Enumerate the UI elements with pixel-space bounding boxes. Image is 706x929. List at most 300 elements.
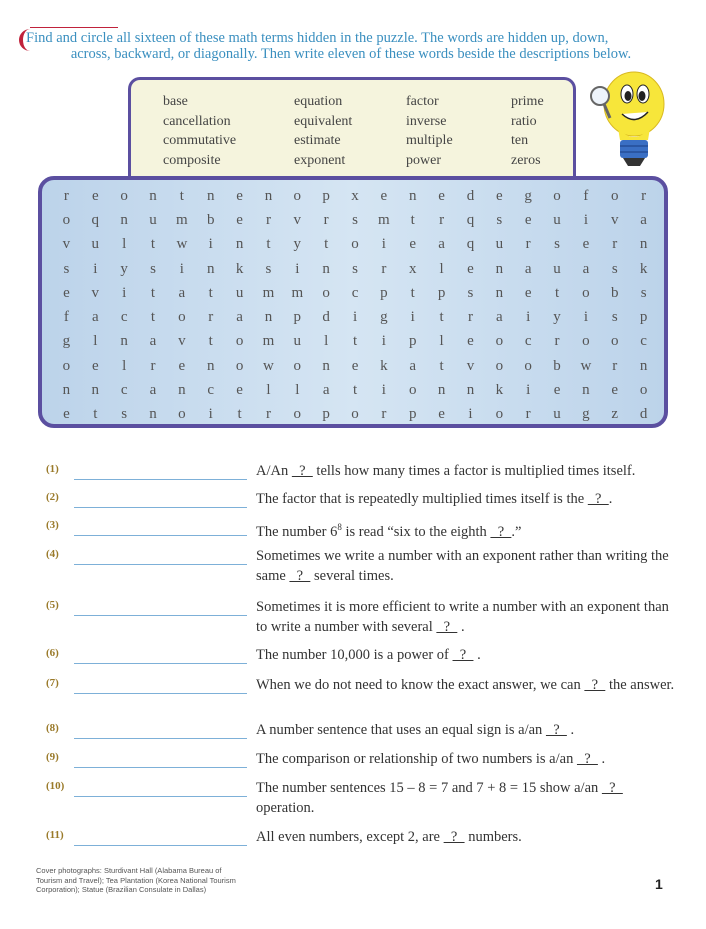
- exponent-superscript: 8: [337, 522, 342, 532]
- puzzle-letter[interactable]: d: [639, 406, 648, 423]
- puzzle-letter[interactable]: u: [553, 211, 561, 228]
- puzzle-letter[interactable]: m: [262, 284, 275, 301]
- puzzle-letter[interactable]: r: [612, 236, 618, 253]
- puzzle-letter[interactable]: o: [553, 187, 561, 204]
- puzzle-letter[interactable]: t: [150, 284, 156, 301]
- word-bank-term: inverse: [406, 113, 447, 129]
- puzzle-letter[interactable]: n: [62, 382, 71, 399]
- puzzle-row: [52, 354, 658, 378]
- puzzle-letter[interactable]: e: [524, 284, 532, 301]
- word-bank-column-2: [294, 92, 352, 170]
- answer-line[interactable]: [74, 507, 247, 508]
- puzzle-letter[interactable]: y: [120, 260, 128, 277]
- puzzle-letter[interactable]: n: [495, 260, 504, 277]
- puzzle-letter[interactable]: a: [495, 309, 503, 326]
- word-bank-term: estimate: [294, 133, 341, 148]
- puzzle-letter[interactable]: l: [122, 357, 127, 374]
- puzzle-letter[interactable]: u: [149, 211, 157, 228]
- puzzle-letter[interactable]: v: [611, 211, 619, 228]
- question-text-part: .: [473, 647, 481, 663]
- puzzle-letter[interactable]: m: [378, 211, 390, 228]
- puzzle-letter[interactable]: o: [235, 357, 244, 374]
- puzzle-letter[interactable]: i: [468, 406, 473, 423]
- question-number: (10): [46, 780, 65, 792]
- puzzle-letter[interactable]: i: [122, 284, 127, 301]
- word-bank-column-1: [163, 92, 236, 170]
- puzzle-row: [52, 281, 658, 305]
- puzzle-letter[interactable]: e: [63, 284, 70, 301]
- puzzle-letter[interactable]: e: [178, 357, 186, 374]
- puzzle-letter[interactable]: e: [438, 406, 445, 423]
- answer-line[interactable]: [74, 663, 247, 664]
- puzzle-letter[interactable]: i: [208, 406, 213, 423]
- puzzle-letter[interactable]: z: [611, 406, 619, 423]
- puzzle-letter[interactable]: t: [410, 211, 415, 228]
- puzzle-letter[interactable]: u: [293, 333, 302, 350]
- question-text: [256, 547, 676, 586]
- puzzle-letter[interactable]: i: [93, 260, 98, 277]
- puzzle-letter[interactable]: n: [408, 187, 417, 204]
- puzzle-letter[interactable]: r: [265, 211, 271, 228]
- puzzle-letter[interactable]: l: [324, 333, 329, 350]
- puzzle-letter[interactable]: r: [265, 406, 271, 423]
- puzzle-letter[interactable]: y: [293, 236, 302, 253]
- question-text-part: .: [566, 722, 575, 738]
- puzzle-letter[interactable]: a: [438, 236, 445, 253]
- answer-line[interactable]: [74, 615, 247, 616]
- puzzle-letter[interactable]: g: [582, 406, 590, 423]
- question-text: [256, 750, 676, 770]
- puzzle-letter[interactable]: e: [438, 187, 445, 204]
- puzzle-letter[interactable]: r: [439, 211, 445, 228]
- puzzle-letter[interactable]: r: [63, 187, 69, 204]
- word-search-puzzle: [38, 176, 668, 428]
- puzzle-letter[interactable]: p: [293, 309, 302, 326]
- puzzle-letter[interactable]: f: [63, 309, 69, 326]
- puzzle-letter[interactable]: t: [93, 406, 98, 423]
- puzzle-letter[interactable]: k: [639, 260, 648, 277]
- puzzle-letter[interactable]: a: [91, 309, 99, 326]
- puzzle-letter[interactable]: n: [264, 187, 273, 204]
- puzzle-letter[interactable]: o: [322, 284, 330, 301]
- question-number: (9): [46, 751, 59, 763]
- puzzle-letter[interactable]: r: [150, 357, 156, 374]
- puzzle-letter[interactable]: a: [582, 260, 590, 277]
- puzzle-letter[interactable]: t: [352, 333, 358, 350]
- puzzle-letter[interactable]: o: [293, 187, 302, 204]
- puzzle-letter[interactable]: t: [324, 236, 329, 253]
- question-text: [256, 490, 676, 510]
- puzzle-letter[interactable]: c: [640, 333, 647, 350]
- puzzle-letter[interactable]: r: [467, 309, 473, 326]
- puzzle-row: [52, 305, 658, 329]
- puzzle-letter[interactable]: s: [63, 260, 70, 277]
- word-bank-term: equivalent: [294, 113, 353, 129]
- answer-blank: ?: [545, 722, 567, 738]
- puzzle-letter[interactable]: n: [206, 260, 215, 277]
- answer-blank: ?: [452, 647, 474, 663]
- puzzle-letter[interactable]: i: [179, 260, 184, 277]
- puzzle-letter[interactable]: s: [640, 284, 647, 301]
- puzzle-letter[interactable]: r: [641, 187, 647, 204]
- puzzle-letter[interactable]: i: [526, 309, 531, 326]
- puzzle-letter[interactable]: e: [409, 236, 417, 253]
- puzzle-letter[interactable]: p: [408, 333, 417, 350]
- puzzle-letter[interactable]: a: [322, 382, 330, 399]
- answer-line[interactable]: [74, 738, 247, 739]
- question-text-part: operation.: [256, 780, 631, 816]
- puzzle-letter[interactable]: t: [410, 284, 415, 301]
- puzzle-letter[interactable]: q: [466, 236, 475, 253]
- puzzle-letter[interactable]: e: [553, 382, 561, 399]
- question-text: [256, 518, 676, 542]
- word-bank-term: power: [406, 152, 441, 168]
- puzzle-letter[interactable]: n: [639, 357, 648, 374]
- puzzle-letter[interactable]: e: [467, 260, 474, 277]
- puzzle-letter[interactable]: a: [149, 382, 157, 399]
- puzzle-letter[interactable]: n: [495, 284, 504, 301]
- puzzle-letter[interactable]: a: [409, 357, 417, 374]
- word-bank-term: multiple: [406, 133, 453, 148]
- question-text-part: The number sentences 15 – 8 = 7 and 7 + 8 = 15 show a/an: [256, 780, 602, 796]
- puzzle-letter[interactable]: n: [582, 382, 590, 399]
- puzzle-letter[interactable]: o: [120, 187, 128, 204]
- question-number: (3): [46, 519, 59, 531]
- word-bank-term: zeros: [511, 152, 541, 168]
- puzzle-letter[interactable]: p: [639, 309, 648, 326]
- puzzle-letter[interactable]: n: [149, 187, 157, 204]
- photo-credits: Cover photographs: Sturdivant Hall (Alabama Bureau of Tourism and Travel); Tea Plantation (Korea National Tourism Corporation); Statue (Brazilian Consulate in Dallas): [36, 866, 236, 894]
- puzzle-letter[interactable]: d: [322, 309, 330, 326]
- question-text-part: .”: [511, 523, 522, 540]
- puzzle-letter[interactable]: e: [582, 236, 590, 253]
- puzzle-letter[interactable]: q: [466, 211, 475, 228]
- puzzle-letter[interactable]: s: [467, 284, 474, 301]
- puzzle-letter[interactable]: a: [236, 309, 243, 326]
- puzzle-letter[interactable]: e: [495, 187, 503, 204]
- puzzle-letter[interactable]: e: [351, 357, 359, 374]
- puzzle-letter[interactable]: o: [495, 406, 504, 423]
- puzzle-letter[interactable]: o: [639, 382, 648, 399]
- puzzle-letter[interactable]: t: [237, 406, 242, 423]
- answer-line[interactable]: [74, 535, 247, 536]
- puzzle-letter[interactable]: m: [176, 211, 188, 228]
- puzzle-letter[interactable]: i: [583, 211, 588, 228]
- word-bank-column-3: [406, 92, 453, 170]
- puzzle-letter[interactable]: n: [120, 333, 128, 350]
- puzzle-letter[interactable]: a: [640, 211, 647, 228]
- puzzle-letter[interactable]: a: [178, 284, 186, 301]
- puzzle-letter[interactable]: n: [322, 357, 330, 374]
- puzzle-letter[interactable]: o: [524, 357, 532, 374]
- puzzle-letter[interactable]: k: [235, 260, 244, 277]
- puzzle-letter[interactable]: e: [236, 187, 243, 204]
- puzzle-letter[interactable]: o: [178, 309, 186, 326]
- puzzle-letter[interactable]: l: [122, 236, 127, 253]
- puzzle-letter[interactable]: c: [120, 309, 128, 326]
- question-text: [256, 721, 676, 741]
- puzzle-letter[interactable]: e: [611, 382, 619, 399]
- puzzle-letter[interactable]: o: [351, 236, 359, 253]
- puzzle-letter[interactable]: t: [554, 284, 560, 301]
- question-text-part: is read “six to the eighth: [341, 523, 491, 540]
- answer-line[interactable]: [74, 564, 247, 565]
- word-bank-term: factor: [406, 94, 439, 109]
- puzzle-letter[interactable]: l: [295, 382, 300, 399]
- puzzle-letter[interactable]: v: [293, 211, 302, 228]
- puzzle-letter[interactable]: n: [437, 382, 446, 399]
- puzzle-letter[interactable]: t: [208, 333, 213, 350]
- question-text-part: tells how many times a factor is multiplied times itself.: [312, 463, 636, 479]
- puzzle-letter[interactable]: c: [351, 284, 359, 301]
- puzzle-letter[interactable]: e: [91, 187, 99, 204]
- puzzle-letter[interactable]: p: [408, 406, 417, 423]
- question-text-part: Sometimes we write a number with an exponent rather than writing the same: [256, 548, 673, 584]
- puzzle-letter[interactable]: k: [380, 357, 388, 374]
- puzzle-letter[interactable]: o: [582, 333, 590, 350]
- puzzle-letter[interactable]: p: [437, 284, 446, 301]
- puzzle-letter[interactable]: s: [121, 406, 128, 423]
- puzzle-letter[interactable]: n: [206, 187, 215, 204]
- question-text-part: When we do not need to know the exact answer, we can: [256, 677, 585, 693]
- puzzle-letter[interactable]: n: [235, 236, 244, 253]
- puzzle-letter[interactable]: r: [612, 357, 618, 374]
- question-text-part: The factor that is repeatedly multiplied times itself is the: [256, 491, 588, 507]
- question-text-part: .: [608, 491, 613, 507]
- puzzle-letter[interactable]: i: [583, 309, 588, 326]
- puzzle-letter[interactable]: m: [291, 284, 304, 301]
- puzzle-letter[interactable]: u: [495, 236, 504, 253]
- puzzle-letter[interactable]: o: [495, 333, 504, 350]
- puzzle-letter[interactable]: s: [352, 211, 358, 228]
- puzzle-row: [52, 257, 658, 281]
- puzzle-letter[interactable]: e: [236, 382, 243, 399]
- puzzle-letter[interactable]: t: [352, 382, 358, 399]
- puzzle-letter[interactable]: o: [582, 284, 590, 301]
- lightbulb-with-magnifier-icon: [590, 66, 670, 176]
- puzzle-letter[interactable]: i: [208, 236, 213, 253]
- puzzle-letter[interactable]: t: [179, 187, 184, 204]
- puzzle-letter[interactable]: o: [495, 357, 504, 374]
- puzzle-letter[interactable]: i: [410, 309, 415, 326]
- word-bank-term: prime: [511, 94, 544, 109]
- puzzle-letter[interactable]: r: [525, 406, 531, 423]
- puzzle-letter[interactable]: v: [91, 284, 100, 301]
- puzzle-letter[interactable]: x: [408, 260, 417, 277]
- puzzle-letter[interactable]: r: [554, 333, 560, 350]
- puzzle-letter[interactable]: p: [380, 284, 388, 301]
- puzzle-letter[interactable]: p: [322, 406, 330, 423]
- question-text: [256, 646, 676, 666]
- puzzle-letter[interactable]: w: [176, 236, 188, 253]
- puzzle-letter[interactable]: r: [208, 309, 214, 326]
- puzzle-letter[interactable]: s: [150, 260, 156, 277]
- puzzle-letter[interactable]: n: [206, 357, 215, 374]
- puzzle-letter[interactable]: o: [611, 333, 619, 350]
- puzzle-letter[interactable]: g: [62, 333, 71, 350]
- puzzle-letter[interactable]: e: [91, 357, 99, 374]
- puzzle-letter[interactable]: o: [351, 406, 359, 423]
- answer-blank: ?: [587, 491, 609, 507]
- question-text-part: A number sentence that uses an equal sign is a/an: [256, 722, 546, 738]
- answer-line[interactable]: [74, 767, 247, 768]
- puzzle-row: [52, 330, 658, 354]
- puzzle-letter[interactable]: e: [63, 406, 70, 423]
- question-text-part: A/An: [256, 463, 292, 479]
- puzzle-letter[interactable]: n: [120, 211, 128, 228]
- puzzle-letter[interactable]: e: [524, 211, 532, 228]
- puzzle-letter[interactable]: i: [381, 333, 386, 350]
- puzzle-letter[interactable]: s: [265, 260, 272, 277]
- puzzle-letter[interactable]: o: [235, 333, 244, 350]
- question-text-part: several times.: [310, 567, 394, 584]
- question-text-part: .: [457, 618, 465, 635]
- puzzle-letter[interactable]: i: [381, 382, 386, 399]
- puzzle-letter[interactable]: t: [266, 236, 271, 253]
- puzzle-letter[interactable]: p: [322, 187, 330, 204]
- answer-blank: ?: [576, 751, 598, 767]
- puzzle-letter[interactable]: i: [295, 260, 300, 277]
- puzzle-letter[interactable]: t: [150, 236, 156, 253]
- instruction-rule: [30, 27, 118, 28]
- puzzle-letter[interactable]: w: [580, 357, 592, 374]
- puzzle-letter[interactable]: c: [207, 382, 215, 399]
- instructions-line-1: Find and circle all sixteen of these math terms hidden in the puzzle. The words are hidden up, down,: [26, 30, 609, 46]
- puzzle-letter[interactable]: r: [525, 236, 531, 253]
- question-text-part: The number 6: [256, 523, 338, 540]
- answer-line[interactable]: [74, 479, 247, 480]
- puzzle-letter[interactable]: n: [91, 382, 100, 399]
- puzzle-letter[interactable]: u: [553, 406, 561, 423]
- puzzle-letter[interactable]: i: [381, 236, 386, 253]
- puzzle-letter[interactable]: s: [611, 309, 618, 326]
- puzzle-letter[interactable]: t: [150, 309, 156, 326]
- puzzle-letter[interactable]: l: [439, 260, 444, 277]
- puzzle-row: [52, 233, 658, 257]
- puzzle-letter[interactable]: o: [62, 357, 71, 374]
- puzzle-letter[interactable]: u: [553, 260, 561, 277]
- puzzle-letter[interactable]: n: [264, 309, 273, 326]
- question-text-part: .: [597, 751, 606, 767]
- puzzle-letter[interactable]: s: [496, 211, 503, 228]
- puzzle-letter[interactable]: n: [466, 382, 475, 399]
- puzzle-letter[interactable]: l: [439, 333, 444, 350]
- question-text-part: The comparison or relationship of two numbers is a/an: [256, 751, 577, 767]
- puzzle-letter[interactable]: s: [554, 236, 560, 253]
- puzzle-letter[interactable]: v: [62, 236, 71, 253]
- puzzle-letter[interactable]: l: [93, 333, 98, 350]
- puzzle-letter[interactable]: e: [236, 211, 243, 228]
- question-text: [256, 779, 676, 818]
- instructions: [26, 30, 676, 62]
- puzzle-letter[interactable]: c: [120, 382, 128, 399]
- puzzle-letter[interactable]: r: [323, 211, 329, 228]
- puzzle-letter[interactable]: o: [293, 357, 302, 374]
- puzzle-letter[interactable]: n: [639, 236, 648, 253]
- puzzle-letter[interactable]: c: [524, 333, 532, 350]
- question-number: (5): [46, 599, 59, 611]
- puzzle-letter[interactable]: w: [263, 357, 274, 374]
- puzzle-letter[interactable]: t: [439, 309, 444, 326]
- puzzle-letter[interactable]: u: [91, 236, 100, 253]
- puzzle-letter[interactable]: t: [208, 284, 213, 301]
- question-text: [256, 598, 676, 637]
- puzzle-letter[interactable]: o: [611, 187, 619, 204]
- puzzle-letter[interactable]: d: [466, 187, 475, 204]
- puzzle-letter[interactable]: s: [611, 260, 618, 277]
- puzzle-letter[interactable]: n: [178, 382, 186, 399]
- puzzle-row: [52, 378, 658, 402]
- puzzle-letter[interactable]: o: [62, 211, 71, 228]
- answer-blank: ?: [601, 780, 623, 796]
- puzzle-letter[interactable]: e: [467, 333, 474, 350]
- puzzle-letter[interactable]: o: [293, 406, 302, 423]
- word-bank-term: exponent: [294, 152, 346, 168]
- puzzle-row: [52, 184, 658, 208]
- puzzle-letter[interactable]: u: [235, 284, 244, 301]
- puzzle-letter[interactable]: g: [524, 187, 532, 204]
- puzzle-letter[interactable]: y: [553, 309, 561, 326]
- word-bank-term: cancellation: [163, 113, 231, 129]
- answer-line[interactable]: [74, 693, 247, 694]
- puzzle-letter[interactable]: a: [524, 260, 532, 277]
- puzzle-letter[interactable]: v: [178, 333, 186, 350]
- puzzle-row: [52, 208, 658, 232]
- puzzle-letter[interactable]: b: [206, 211, 215, 228]
- puzzle-letter[interactable]: b: [553, 357, 561, 374]
- word-bank-term: commutative: [163, 133, 237, 148]
- question-text-part: All even numbers, except 2, are: [256, 829, 444, 845]
- question-text-part: Sometimes it is more efficient to write a number with an exponent than to write a number with several: [256, 599, 673, 635]
- answer-line[interactable]: [74, 796, 247, 797]
- puzzle-letter[interactable]: n: [322, 260, 330, 277]
- question-number: (6): [46, 647, 59, 659]
- puzzle-letter[interactable]: r: [381, 406, 387, 423]
- puzzle-letter[interactable]: m: [262, 333, 275, 350]
- puzzle-letter[interactable]: f: [583, 187, 589, 204]
- question-number: (8): [46, 722, 59, 734]
- puzzle-grid: [52, 184, 658, 427]
- puzzle-letter[interactable]: b: [611, 284, 619, 301]
- puzzle-letter[interactable]: o: [178, 406, 186, 423]
- question-number: (1): [46, 463, 59, 475]
- puzzle-letter[interactable]: s: [352, 260, 358, 277]
- question-text: [256, 462, 676, 482]
- puzzle-letter[interactable]: i: [352, 309, 358, 326]
- question-text-part: The number 10,000 is a power of: [256, 647, 453, 663]
- puzzle-letter[interactable]: e: [380, 187, 388, 204]
- puzzle-letter[interactable]: k: [495, 382, 504, 399]
- puzzle-letter[interactable]: t: [439, 357, 444, 374]
- puzzle-letter[interactable]: a: [149, 333, 157, 350]
- answer-blank: ?: [289, 567, 311, 584]
- answer-line[interactable]: [74, 845, 247, 846]
- word-bank-term: ratio: [511, 113, 537, 129]
- puzzle-letter[interactable]: n: [149, 406, 157, 423]
- puzzle-letter[interactable]: r: [381, 260, 387, 277]
- puzzle-letter[interactable]: q: [91, 211, 100, 228]
- puzzle-letter[interactable]: l: [266, 382, 271, 399]
- puzzle-letter[interactable]: g: [380, 309, 388, 326]
- answer-blank: ?: [584, 677, 606, 693]
- puzzle-letter[interactable]: o: [408, 382, 417, 399]
- puzzle-letter[interactable]: x: [351, 187, 359, 204]
- puzzle-letter[interactable]: i: [526, 382, 531, 399]
- word-bank-column-4: [511, 92, 544, 170]
- word-bank-term: base: [163, 94, 188, 109]
- puzzle-letter[interactable]: v: [466, 357, 475, 374]
- word-bank-term: ten: [511, 133, 529, 148]
